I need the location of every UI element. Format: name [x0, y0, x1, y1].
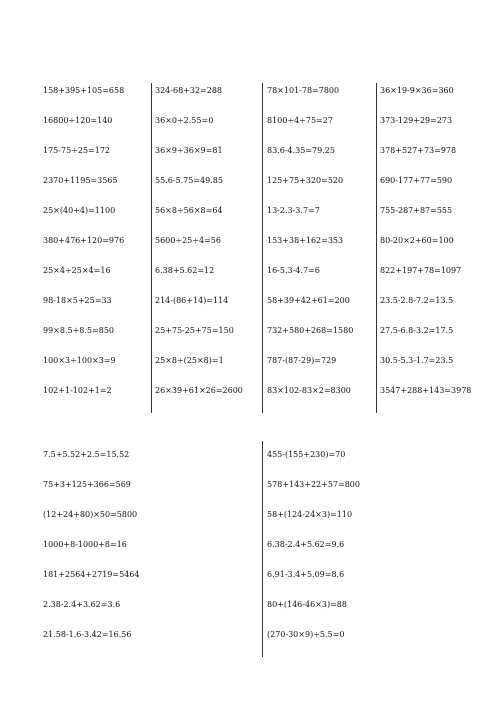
equation-line: (12+24+80)×50=5800	[43, 510, 138, 519]
equation-line: 27.5-6.8-3.2=17.5	[380, 326, 454, 335]
equation-line: 25×(40+4)=1100	[43, 206, 116, 215]
equation-line: 324-68+32=288	[155, 86, 223, 95]
equation-line: 755-287+87=555	[380, 206, 453, 215]
equation-line: (270-30×9)÷5.5=0	[267, 630, 345, 639]
equation-line: 75+3+125+366=569	[43, 480, 131, 489]
equation-line: 80+(146-46×3)=88	[267, 600, 347, 609]
equation-line: 30.5-5.3-1.7=23.5	[380, 356, 454, 365]
equation-line: 8100÷4÷75=27	[267, 116, 333, 125]
equation-line: 55.6-5.75=49.85	[155, 176, 223, 185]
equation-line: 158+395+105=658	[43, 86, 125, 95]
equation-line: 2370+1195=3565	[43, 176, 118, 185]
equation-line: 214-(86+14)=114	[155, 296, 229, 305]
equation-line: 26×39+61×26=2600	[155, 386, 243, 395]
equation-line: 153+38+162=353	[267, 236, 344, 245]
equation-line: 99×8.5+8.5=850	[43, 326, 115, 335]
equation-line: 175-75÷25=172	[43, 146, 111, 155]
equation-line: 13-2.3-3.7=7	[267, 206, 320, 215]
equation-line: 373-129+29=273	[380, 116, 453, 125]
equation-line: 16800÷120=140	[43, 116, 113, 125]
equation-line: 102+1-102+1=2	[43, 386, 112, 395]
equation-line: 732+580+268=1580	[267, 326, 354, 335]
equation-line: 822+197+78=1097	[380, 266, 462, 275]
equation-line: 2.38-2.4+3.62=3.6	[43, 600, 121, 609]
equation-line: 5600÷25÷4=56	[155, 236, 221, 245]
equation-line: 21.58-1.6-3.42=16.56	[43, 630, 132, 639]
equation-line: 6.38-2.4+5.62=9.6	[267, 540, 345, 549]
equation-line: 378+527+73=978	[380, 146, 457, 155]
equation-line: 36×0÷2.55=0	[155, 116, 214, 125]
equation-line: 455-(155+230)=70	[267, 450, 346, 459]
equation-line: 100×3÷100×3=9	[43, 356, 116, 365]
separator-line-1	[151, 83, 152, 413]
equation-line: 36×9÷36×9=81	[155, 146, 223, 155]
equation-line: 578+143+22+57=800	[267, 480, 360, 489]
equation-line: 80-20×2+60=100	[380, 236, 454, 245]
equation-line: 6.38+5.62=12	[155, 266, 215, 275]
equation-line: 16-5.3-4.7=6	[267, 266, 320, 275]
separator-line-2	[262, 83, 263, 413]
equation-line: 125+75+320=520	[267, 176, 344, 185]
separator-line-3	[376, 83, 377, 413]
equation-line: 3547+288+143=3978	[380, 386, 472, 395]
equation-line: 690-177+77=590	[380, 176, 453, 185]
equation-line: 181+2564+2719=5464	[43, 570, 140, 579]
equation-line: 6.91-3.4+5.09=8.6	[267, 570, 345, 579]
equation-line: 56×8÷56×8=64	[155, 206, 223, 215]
equation-line: 1000+8-1000+8=16	[43, 540, 127, 549]
equation-line: 36×19-9×36=360	[380, 86, 454, 95]
equation-line: 7.5+5.52+2.5=15.52	[43, 450, 130, 459]
separator-line-bottom	[262, 441, 263, 657]
equation-line: 25+75-25+75=150	[155, 326, 234, 335]
equation-line: 83.6-4.35=79.25	[267, 146, 335, 155]
equation-line: 23.5-2.8-7.2=13.5	[380, 296, 454, 305]
equation-line: 787-(87-29)=729	[267, 356, 337, 365]
equation-line: 25×8÷(25×8)=1	[155, 356, 224, 365]
equation-line: 78×101-78=7800	[267, 86, 340, 95]
equation-line: 380+476+120=976	[43, 236, 125, 245]
equation-line: 83×102-83×2=8300	[267, 386, 351, 395]
equation-line: 58+39+42+61=200	[267, 296, 350, 305]
equation-line: 25×4÷25×4=16	[43, 266, 111, 275]
equation-line: 58+(124-24×3)=110	[267, 510, 353, 519]
equation-line: 98-18×5+25=33	[43, 296, 112, 305]
